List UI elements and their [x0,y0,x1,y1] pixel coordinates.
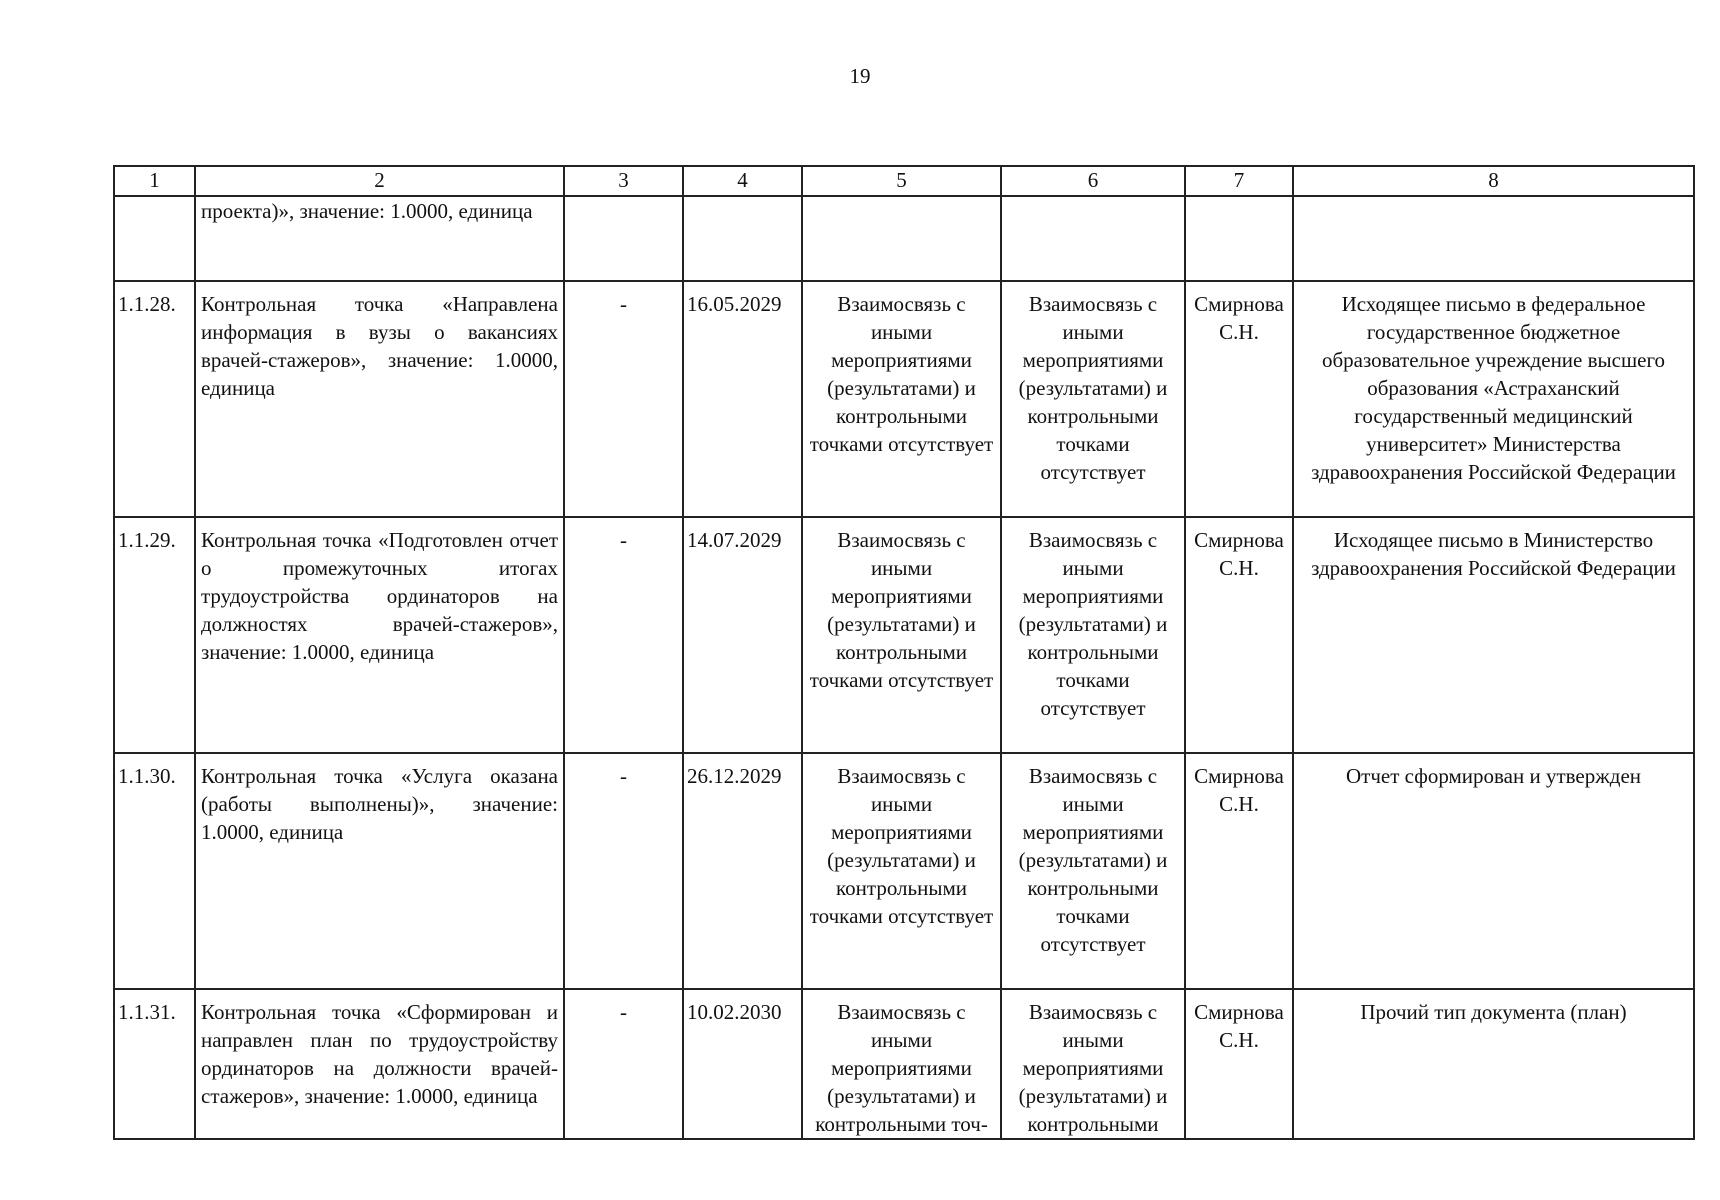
cell-document [1293,196,1694,281]
cell-date: 26.12.2029 [683,753,802,989]
column-header: 7 [1185,166,1293,196]
table-row-continuation [114,196,1694,281]
cell-name: Контрольная точка «Направлена информация в вузы о вакансиях врачей-стажеров», значение: 1.0000, единица [195,281,564,517]
column-header: 3 [564,166,683,196]
cell-number: 1.1.28. [114,281,195,517]
column-header: 6 [1001,166,1185,196]
cell-date: 10.02.2030 [683,989,802,1139]
cell-col6: Взаимосвязь с иными мероприятиями (результатами) и контрольными точками отсутствует [1001,517,1185,753]
cell-responsible [1185,196,1293,281]
cell-number: 1.1.30. [114,753,195,989]
cell-name: Контрольная точка «Подготовлен отчет о промежуточных итогах трудоустройства ординаторов на должностях врачей-стажеров», значение: 1.0000, единица [195,517,564,753]
column-header: 5 [802,166,1001,196]
header-row [114,166,1694,196]
cell-date: 16.05.2029 [683,281,802,517]
cell-col6: Взаимосвязь с иными мероприятиями (результатами) и контрольными точками отсутствует [1001,281,1185,517]
cell-date [683,196,802,281]
cell-number: 1.1.29. [114,517,195,753]
cell-col5 [802,196,1001,281]
cell-document: Исходящее письмо в федеральное государственное бюджетное образовательное учреждение высшего образования «Астраханский государственный медицинский университет» Министерства здравоохранения Российской Федерации [1293,281,1694,517]
cell-responsible: Смирнова С.Н. [1185,753,1293,989]
page-number: 19 [849,64,871,88]
column-header: 1 [114,166,195,196]
cell-number [114,196,195,281]
cell-col5: Взаимосвязь с иными мероприятиями (результатами) и контрольными точками отсутствует [802,753,1001,989]
table-row [114,517,1694,753]
cell-col3: - [564,753,683,989]
cell-col6: Взаимосвязь с иными мероприятиями (результатами) и контрольными точками отсутствует [1001,753,1185,989]
table-row [114,989,1694,1139]
column-header: 2 [195,166,564,196]
control-points-table [113,165,1695,1140]
cell-col5: Взаимосвязь с иными мероприятиями (результатами) и контрольными точ- [802,989,1001,1139]
cell-date: 14.07.2029 [683,517,802,753]
cell-name: Контрольная точка «Сформирован и направлен план по трудоустройству ординаторов на должности врачей-стажеров», значение: 1.0000, единица [195,989,564,1139]
cell-document: Отчет сформирован и утвержден [1293,753,1694,989]
cell-document: Исходящее письмо в Министерство здравоохранения Российской Федерации [1293,517,1694,753]
cell-responsible: Смирнова С.Н. [1185,281,1293,517]
column-header: 8 [1293,166,1694,196]
cell-name: Контрольная точка «Услуга оказана (работы выполнены)», значение: 1.0000, единица [195,753,564,989]
cell-col6 [1001,196,1185,281]
cell-document: Прочий тип документа (план) [1293,989,1694,1139]
cell-col6: Взаимосвязь с иными мероприятиями (результатами) и контрольными [1001,989,1185,1139]
table-row [114,753,1694,989]
cell-col3: - [564,989,683,1139]
cell-col3: - [564,281,683,517]
cell-col3: - [564,517,683,753]
cell-responsible: Смирнова С.Н. [1185,989,1293,1139]
cell-number: 1.1.31. [114,989,195,1139]
cell-col5: Взаимосвязь с иными мероприятиями (результатами) и контрольными точками отсутствует [802,517,1001,753]
table-row [114,281,1694,517]
cell-col3 [564,196,683,281]
cell-responsible: Смирнова С.Н. [1185,517,1293,753]
column-header: 4 [683,166,802,196]
cell-col5: Взаимосвязь с иными мероприятиями (результатами) и контрольными точками отсутствует [802,281,1001,517]
cell-name: проекта)», значение: 1.0000, единица [195,196,564,281]
